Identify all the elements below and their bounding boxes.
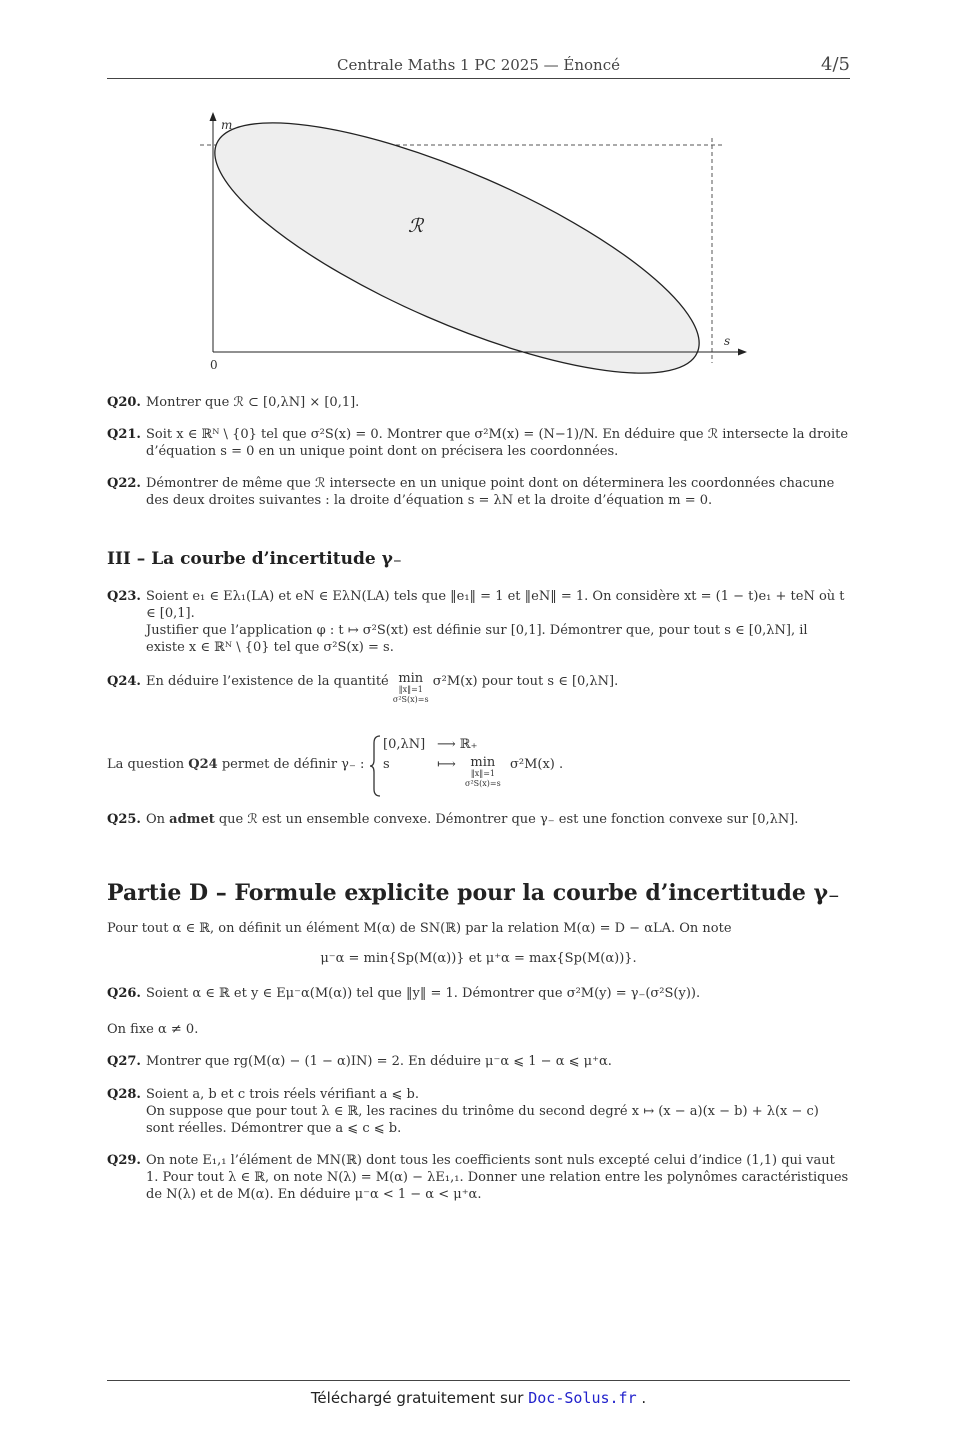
question-q27 — [107, 1053, 850, 1070]
question-q25 — [107, 811, 850, 828]
question-number: Q20. — [107, 395, 141, 410]
question-text — [146, 673, 850, 705]
region-diagram — [195, 108, 760, 378]
footer-period: . — [641, 1389, 647, 1407]
q25-post: que ℛ est un ensemble convexe. Démontrer que γ₋ est une fonction convexe sur [0,λN]. — [218, 812, 799, 827]
q24-post: σ²M(x) pour tout s ∈ [0,λN]. — [432, 674, 619, 689]
gamma-definition — [107, 735, 850, 799]
question-number: Q27. — [107, 1054, 141, 1069]
fix-alpha-text: On fixe α ≠ 0. — [107, 1022, 199, 1037]
question-number: Q29. — [107, 1153, 141, 1168]
part-intro: Pour tout α ∈ ℝ, on définit un élément M(α) de SN(ℝ) par la relation M(α) = D − αLA. On note — [107, 921, 732, 936]
question-q23 — [107, 588, 850, 656]
min-condition-1: ‖x‖=1 — [398, 685, 423, 694]
question-q26 — [107, 985, 850, 1002]
document-title: Centrale Maths 1 PC 2025 — Énoncé — [337, 56, 620, 74]
q25-pre: On — [146, 812, 166, 827]
part-title: Partie D – Formule explicite pour la courbe d’incertitude γ₋ — [107, 880, 840, 906]
page-number: 4/5 — [821, 54, 850, 75]
question-text: Soit x ∈ ℝᴺ \ {0} tel que σ²S(x) = 0. Montrer que σ²M(x) = (N−1)/N. En déduire que ℛ intersecte la droite d’équation s = 0 en un unique point dont on précisera les coordonnées. — [146, 427, 849, 459]
m-axis-arrow-icon — [210, 112, 217, 121]
question-number: Q23. — [107, 589, 141, 604]
question-text-continued: Justifier que l’application φ : t ↦ σ²S(xt) est définie sur [0,1]. Démontrer que, pour tout s ∈ [0,λN], il existe x ∈ ℝᴺ \ {0} tel que σ²S(x) = s. — [146, 623, 808, 655]
region-ellipse — [195, 108, 727, 378]
definition-pre: La question — [107, 757, 185, 772]
mu-formula: μ⁻α = min{Sp(M(α))} et μ⁺α = max{Sp(M(α))}. — [320, 951, 637, 966]
question-number: Q22. — [107, 476, 141, 491]
question-text: Soient a, b et c trois réels vérifiant a ⩽ b. — [146, 1087, 419, 1102]
page-footer — [107, 1380, 850, 1407]
variable-s: s — [383, 757, 390, 772]
question-text: Montrer que ℛ ⊂ [0,λN] × [0,1]. — [146, 395, 360, 410]
question-q20 — [107, 394, 850, 411]
page-header — [107, 54, 850, 79]
question-text-continued: On suppose que pour tout λ ∈ ℝ, les racines du trinôme du second degré x ↦ (x − a)(x − b) + λ(x − c) sont réelles. Démontrer que a ⩽ c ⩽ b. — [146, 1104, 819, 1136]
footer-text: Téléchargé gratuitement sur — [310, 1389, 524, 1407]
question-number: Q26. — [107, 986, 141, 1001]
question-q28 — [107, 1086, 850, 1137]
doc-solus-link[interactable]: Doc-Solus.fr — [528, 1389, 637, 1407]
region-label: ℛ — [408, 215, 424, 237]
left-brace-icon — [370, 735, 382, 797]
question-number: Q28. — [107, 1087, 141, 1102]
gamma-value: σ²M(x) . — [510, 757, 564, 772]
question-text: Soient e₁ ∈ Eλ₁(LA) et eN ∈ EλN(LA) tels que ‖e₁‖ = 1 et ‖eN‖ = 1. On considère xt = (1 − t)e₁ + teN où t ∈ [0,1]. — [146, 589, 845, 621]
min-operator — [393, 673, 429, 705]
codomain-label: ⟶ ℝ₊ — [437, 737, 478, 752]
section-title: III – La courbe d’incertitude γ₋ — [107, 549, 402, 569]
m-axis-label: m — [221, 118, 233, 132]
question-q24 — [107, 673, 850, 705]
min-condition-2: σ²S(x)=s — [392, 695, 429, 704]
question-text — [146, 811, 850, 828]
definition-sentence — [107, 757, 364, 772]
domain-label: [0,λN] — [383, 737, 426, 752]
question-text: Démontrer de même que ℛ intersecte en un unique point dont on déterminera les coordonnées chacune des deux droites suivantes : la droite d’équation s = λN et la droite d’équation m = 0. — [146, 476, 835, 508]
question-number: Q21. — [107, 427, 141, 442]
definition-bold: Q24 — [188, 757, 218, 772]
min-operator — [465, 757, 501, 789]
question-number: Q25. — [107, 812, 141, 827]
min-label: min — [470, 755, 496, 770]
region-figure — [195, 108, 760, 378]
question-text: Soient α ∈ ℝ et y ∈ Eμ⁻α(M(α)) tel que ‖y‖ = 1. Démontrer que σ²M(y) = γ₋(σ²S(y)). — [146, 986, 701, 1001]
min-condition-2: σ²S(x)=s — [465, 779, 501, 788]
q25-bold: admet — [169, 812, 215, 827]
question-q29 — [107, 1152, 850, 1203]
question-q21 — [107, 426, 850, 460]
question-text: On note E₁,₁ l’élément de MN(ℝ) dont tous les coefficients sont nuls excepté celui d’indice (1,1) qui vaut 1. Pour tout λ ∈ ℝ, on note N(λ) = M(α) − λE₁,₁. Donner une relation entre les polynômes caractéristiques de N(λ) et de M(α). En déduire μ⁻α < 1 − α < μ⁺α. — [146, 1153, 849, 1202]
s-axis-arrow-icon — [738, 349, 747, 356]
mapsto-icon: ⟼ — [437, 757, 456, 772]
question-q22 — [107, 475, 850, 509]
question-number: Q24. — [107, 674, 141, 689]
s-axis-label: s — [724, 334, 731, 348]
min-condition-1: ‖x‖=1 — [470, 769, 496, 778]
origin-label: 0 — [210, 358, 218, 372]
question-text: Montrer que rg(M(α) − (1 − α)IN) = 2. En déduire μ⁻α ⩽ 1 − α ⩽ μ⁺α. — [146, 1054, 612, 1069]
definition-mid: permet de définir γ₋ : — [221, 757, 365, 772]
min-label: min — [398, 671, 424, 686]
q24-pre: En déduire l’existence de la quantité — [146, 674, 389, 689]
